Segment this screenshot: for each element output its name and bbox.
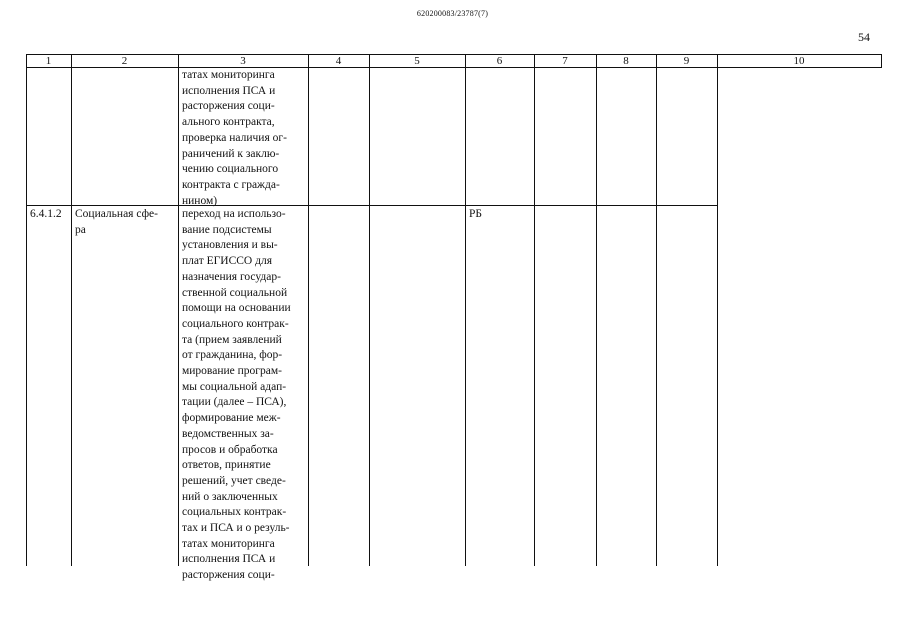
col-line xyxy=(717,54,718,566)
header-cell: 2 xyxy=(121,55,128,67)
text-line: тах и ПСА и о резуль- xyxy=(182,522,290,535)
cell-item-number: 6.4.1.2 xyxy=(30,208,62,220)
header-cell: 1 xyxy=(45,55,52,67)
header-cell: 9 xyxy=(683,55,690,67)
text-line: исполнения ПСА и xyxy=(182,84,276,97)
text-line: формирование меж- xyxy=(182,412,281,425)
text-line: раничений к заклю- xyxy=(182,147,280,160)
header-cell: 8 xyxy=(623,55,629,67)
text-line: татах мониторинга xyxy=(182,537,275,550)
cell-description-continued xyxy=(182,68,287,209)
col-line xyxy=(465,54,466,566)
text-line: расторжения соци- xyxy=(182,100,275,113)
header-cell: 6 xyxy=(496,55,503,67)
text-line: ведомственных за- xyxy=(182,427,274,440)
text-line: проверка наличия ог- xyxy=(182,131,287,144)
text-line: плат ЕГИССО для xyxy=(182,255,272,268)
text-line: переход на использо- xyxy=(182,208,286,220)
col-line xyxy=(596,54,597,566)
text-line: ственной социальной xyxy=(182,286,288,299)
text-line: установления и вы- xyxy=(182,239,278,252)
text-line: социального контрак- xyxy=(182,317,289,330)
col-line xyxy=(656,54,657,566)
text-line: решений, учет сведе- xyxy=(182,474,286,487)
text-line: контракта с гражда- xyxy=(182,178,280,191)
text-line: от гражданина, фор- xyxy=(182,349,283,362)
header-cell: 3 xyxy=(240,55,246,67)
col-line xyxy=(26,54,27,566)
text-line: нином) xyxy=(182,194,218,207)
text-line: ний о заключенных xyxy=(182,490,278,503)
text-line: помощи на основании xyxy=(182,302,291,315)
cell-responsible: РБ xyxy=(469,208,482,220)
header-cell: 4 xyxy=(335,55,342,67)
text-line: ального контракта, xyxy=(182,116,275,129)
text-line: вание подсистемы xyxy=(182,223,272,236)
text-line: просов и обработка xyxy=(182,443,278,456)
col-line xyxy=(308,54,309,566)
header-cell: 10 xyxy=(793,55,805,67)
row-separator xyxy=(26,205,717,206)
header-cell: 5 xyxy=(414,55,420,67)
document-id: 620200083/23787(7) xyxy=(416,9,489,18)
cell-sphere xyxy=(75,207,158,238)
text-line: та (прием заявлений xyxy=(182,333,282,346)
text-line: Социальная сфе- xyxy=(75,208,158,220)
text-line: расторжения соци- xyxy=(182,569,275,582)
text-line: татах мониторинга xyxy=(182,69,275,81)
text-line: мирование програм- xyxy=(182,365,282,378)
col-line xyxy=(178,54,179,566)
col-line xyxy=(881,54,882,68)
cell-description xyxy=(182,207,291,584)
text-line: назначения государ- xyxy=(182,270,281,283)
page-number: 54 xyxy=(858,30,870,44)
col-line xyxy=(71,54,72,566)
text-line: мы социальной адап- xyxy=(182,380,287,393)
text-line: социальных контрак- xyxy=(182,506,287,519)
col-line xyxy=(369,54,370,566)
text-line: тации (далее – ПСА), xyxy=(182,396,287,409)
header-cell: 7 xyxy=(562,55,568,67)
text-line: исполнения ПСА и xyxy=(182,553,276,566)
col-line xyxy=(534,54,535,566)
text-line: ра xyxy=(75,223,86,236)
text-line: ответов, принятие xyxy=(182,459,271,472)
text-line: чению социального xyxy=(182,163,279,176)
